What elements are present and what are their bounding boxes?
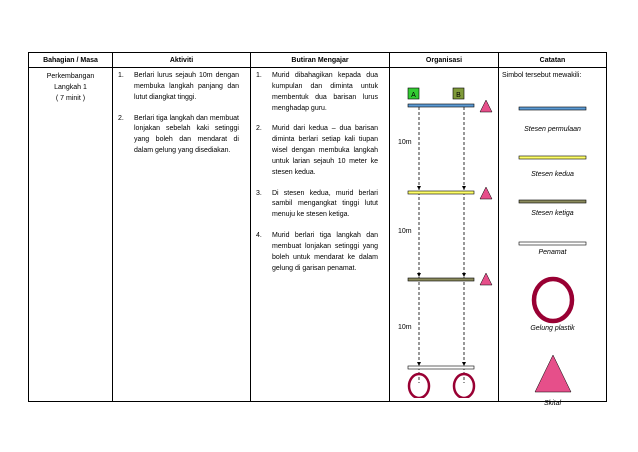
header-catatan: Catatan bbox=[499, 53, 607, 68]
aktiviti-list bbox=[113, 71, 244, 157]
station-2-line bbox=[408, 191, 474, 194]
legend-cone-icon bbox=[535, 355, 571, 392]
section-cell bbox=[29, 68, 113, 402]
arrow-icon bbox=[417, 273, 421, 277]
formation-diagram bbox=[390, 68, 499, 398]
group-a-label: A bbox=[411, 92, 416, 99]
legend-start-line bbox=[519, 107, 586, 110]
item-text: Berlari lurus sejauh 10m dengan membuka langkah panjang dan lutut diangkat tinggi. bbox=[134, 72, 239, 101]
item-number: 4. bbox=[256, 232, 262, 240]
arrow-icon bbox=[462, 362, 466, 366]
list-item bbox=[113, 71, 244, 104]
item-number: 1. bbox=[118, 72, 124, 79]
distance-label-2: 10m bbox=[398, 228, 412, 235]
header-row bbox=[29, 53, 607, 68]
arrow-icon bbox=[417, 362, 421, 366]
item-text: Murid dibahagikan kepada dua kumpulan dan diminta untuk membentuk dua barisan lurus menghadap guru. bbox=[272, 72, 378, 112]
station-3-line bbox=[408, 278, 474, 281]
item-number: 3. bbox=[256, 189, 262, 197]
list-item bbox=[251, 189, 383, 222]
butiran-cell bbox=[251, 68, 390, 402]
header-bahagian: Bahagian / Masa bbox=[29, 53, 113, 68]
legend-label-station-3: Stesen ketiga bbox=[531, 210, 574, 217]
butiran-list bbox=[251, 71, 383, 275]
item-text: Murid berlari tiga langkah dan membuat lonjakan setinggi yang boleh untuk mendarat ke dalam gelung di garisan penamat. bbox=[272, 232, 378, 272]
list-item bbox=[251, 124, 383, 178]
item-text: Berlari tiga langkah dan membuat lonjakan sebelah kaki setinggi yang boleh dan mendarat di dalam gelung yang disediakan. bbox=[134, 114, 239, 155]
arrow-icon bbox=[462, 186, 466, 190]
section-name-2: Langkah 1 bbox=[54, 84, 87, 92]
arrow-icon bbox=[417, 186, 421, 190]
catatan-cell bbox=[499, 68, 607, 407]
start-line bbox=[408, 104, 474, 107]
section-time: ( 7 minit ) bbox=[55, 95, 86, 103]
legend-label-cone: Skital bbox=[543, 400, 562, 407]
list-item bbox=[251, 231, 383, 274]
legend-label-start: Stesen permulaan bbox=[524, 126, 581, 133]
legend-label-hoop: Gelung plastik bbox=[530, 325, 575, 332]
legend-station-2-line bbox=[519, 156, 586, 159]
list-item bbox=[113, 114, 244, 157]
cone-icon bbox=[480, 273, 492, 285]
list-item bbox=[251, 71, 383, 114]
organisasi-cell bbox=[390, 68, 499, 402]
legend-hoop-icon bbox=[534, 279, 572, 321]
item-number: 1. bbox=[256, 72, 262, 79]
arrow-icon bbox=[462, 273, 466, 277]
distance-label-1: 10m bbox=[398, 139, 412, 146]
legend-label-finish: Penamat bbox=[538, 249, 567, 256]
legend-finish-line bbox=[519, 242, 586, 245]
group-b-label: B bbox=[456, 92, 461, 99]
legend-symbols bbox=[499, 68, 607, 398]
item-text: Di stesen kedua, murid berlari sambil mengangkat tinggi lutut menuju ke stesen ketiga. bbox=[272, 189, 378, 219]
item-text: Murid dari kedua – dua barisan diminta berlari setiap kali tiupan wisel dengan membuka langkah untuk larian sejauh 10 meter ke stesen kedua. bbox=[272, 125, 378, 176]
item-number: 2. bbox=[256, 125, 262, 133]
aktiviti-cell bbox=[113, 68, 251, 402]
cone-icon bbox=[480, 187, 492, 199]
lesson-plan-table bbox=[28, 52, 607, 407]
header-butiran: Butiran Mengajar bbox=[251, 53, 390, 68]
finish-line bbox=[408, 366, 474, 369]
section-name-1: Perkembangan bbox=[46, 73, 95, 80]
header-organisasi: Organisasi bbox=[390, 53, 499, 68]
header-aktiviti: Aktiviti bbox=[113, 53, 251, 68]
item-number: 2. bbox=[118, 114, 124, 122]
cone-icon bbox=[480, 100, 492, 112]
legend-title: Simbol tersebut mewakili: bbox=[502, 72, 582, 79]
legend-label-station-2: Stesen kedua bbox=[531, 171, 574, 178]
distance-label-3: 10m bbox=[398, 324, 412, 331]
content-row bbox=[29, 68, 607, 402]
legend-station-3-line bbox=[519, 200, 586, 203]
